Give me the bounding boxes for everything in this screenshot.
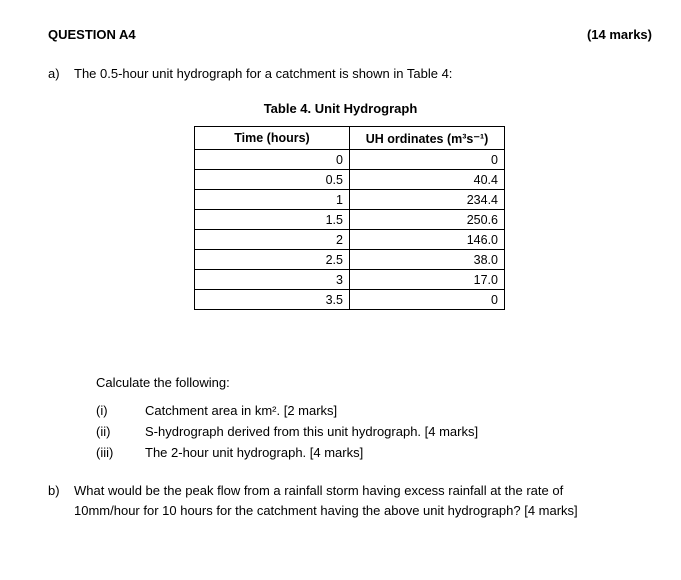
part-a-text: The 0.5-hour unit hydrograph for a catchment is shown in Table 4: xyxy=(74,66,453,81)
part-a-intro xyxy=(48,66,452,81)
item-text: Catchment area in km². [2 marks] xyxy=(145,403,338,418)
item-text: S-hydrograph derived from this unit hydrograph. [4 marks] xyxy=(145,424,479,439)
table-row xyxy=(195,170,505,190)
uh-ordinate-cell: 0 xyxy=(350,150,505,170)
uh-ordinate-cell: 250.6 xyxy=(350,210,505,230)
time-cell: 0.5 xyxy=(195,170,350,190)
table-row xyxy=(195,290,505,310)
unit-hydrograph-table xyxy=(194,126,505,310)
table-header-row xyxy=(195,127,505,150)
uh-ordinate-cell: 17.0 xyxy=(350,270,505,290)
part-b-line-2: 10mm/hour for 10 hours for the catchment having the above unit hydrograph? [4 marks] xyxy=(74,503,578,518)
uh-ordinate-cell: 234.4 xyxy=(350,190,505,210)
part-b-label: b) xyxy=(48,483,60,498)
header-time: Time (hours) xyxy=(195,127,350,150)
time-cell: 2.5 xyxy=(195,250,350,270)
uh-ordinate-cell: 40.4 xyxy=(350,170,505,190)
time-cell: 2 xyxy=(195,230,350,250)
calculate-intro: Calculate the following: xyxy=(96,375,230,390)
table-row xyxy=(195,250,505,270)
item-number: (iii) xyxy=(96,445,114,460)
time-cell: 1 xyxy=(195,190,350,210)
table-row xyxy=(195,150,505,170)
uh-ordinate-cell: 38.0 xyxy=(350,250,505,270)
table-row xyxy=(195,190,505,210)
part-a-label: a) xyxy=(48,66,60,81)
header-uh-ordinates: UH ordinates (m³s⁻¹) xyxy=(350,127,505,150)
time-cell: 3 xyxy=(195,270,350,290)
table-row xyxy=(195,230,505,250)
table-row xyxy=(195,270,505,290)
item-number: (i) xyxy=(96,403,108,418)
table-caption: Table 4. Unit Hydrograph xyxy=(263,101,418,116)
time-cell: 3.5 xyxy=(195,290,350,310)
time-cell: 0 xyxy=(195,150,350,170)
question-title: QUESTION A4 xyxy=(48,27,136,42)
table-row xyxy=(195,210,505,230)
uh-ordinate-cell: 0 xyxy=(350,290,505,310)
item-number: (ii) xyxy=(96,424,111,439)
uh-ordinate-cell: 146.0 xyxy=(350,230,505,250)
part-b-line-1: What would be the peak flow from a rainfall storm having excess rainfall at the rate of xyxy=(74,483,564,498)
question-marks: (14 marks) xyxy=(586,27,652,42)
item-text: The 2-hour unit hydrograph. [4 marks] xyxy=(145,445,364,460)
time-cell: 1.5 xyxy=(195,210,350,230)
